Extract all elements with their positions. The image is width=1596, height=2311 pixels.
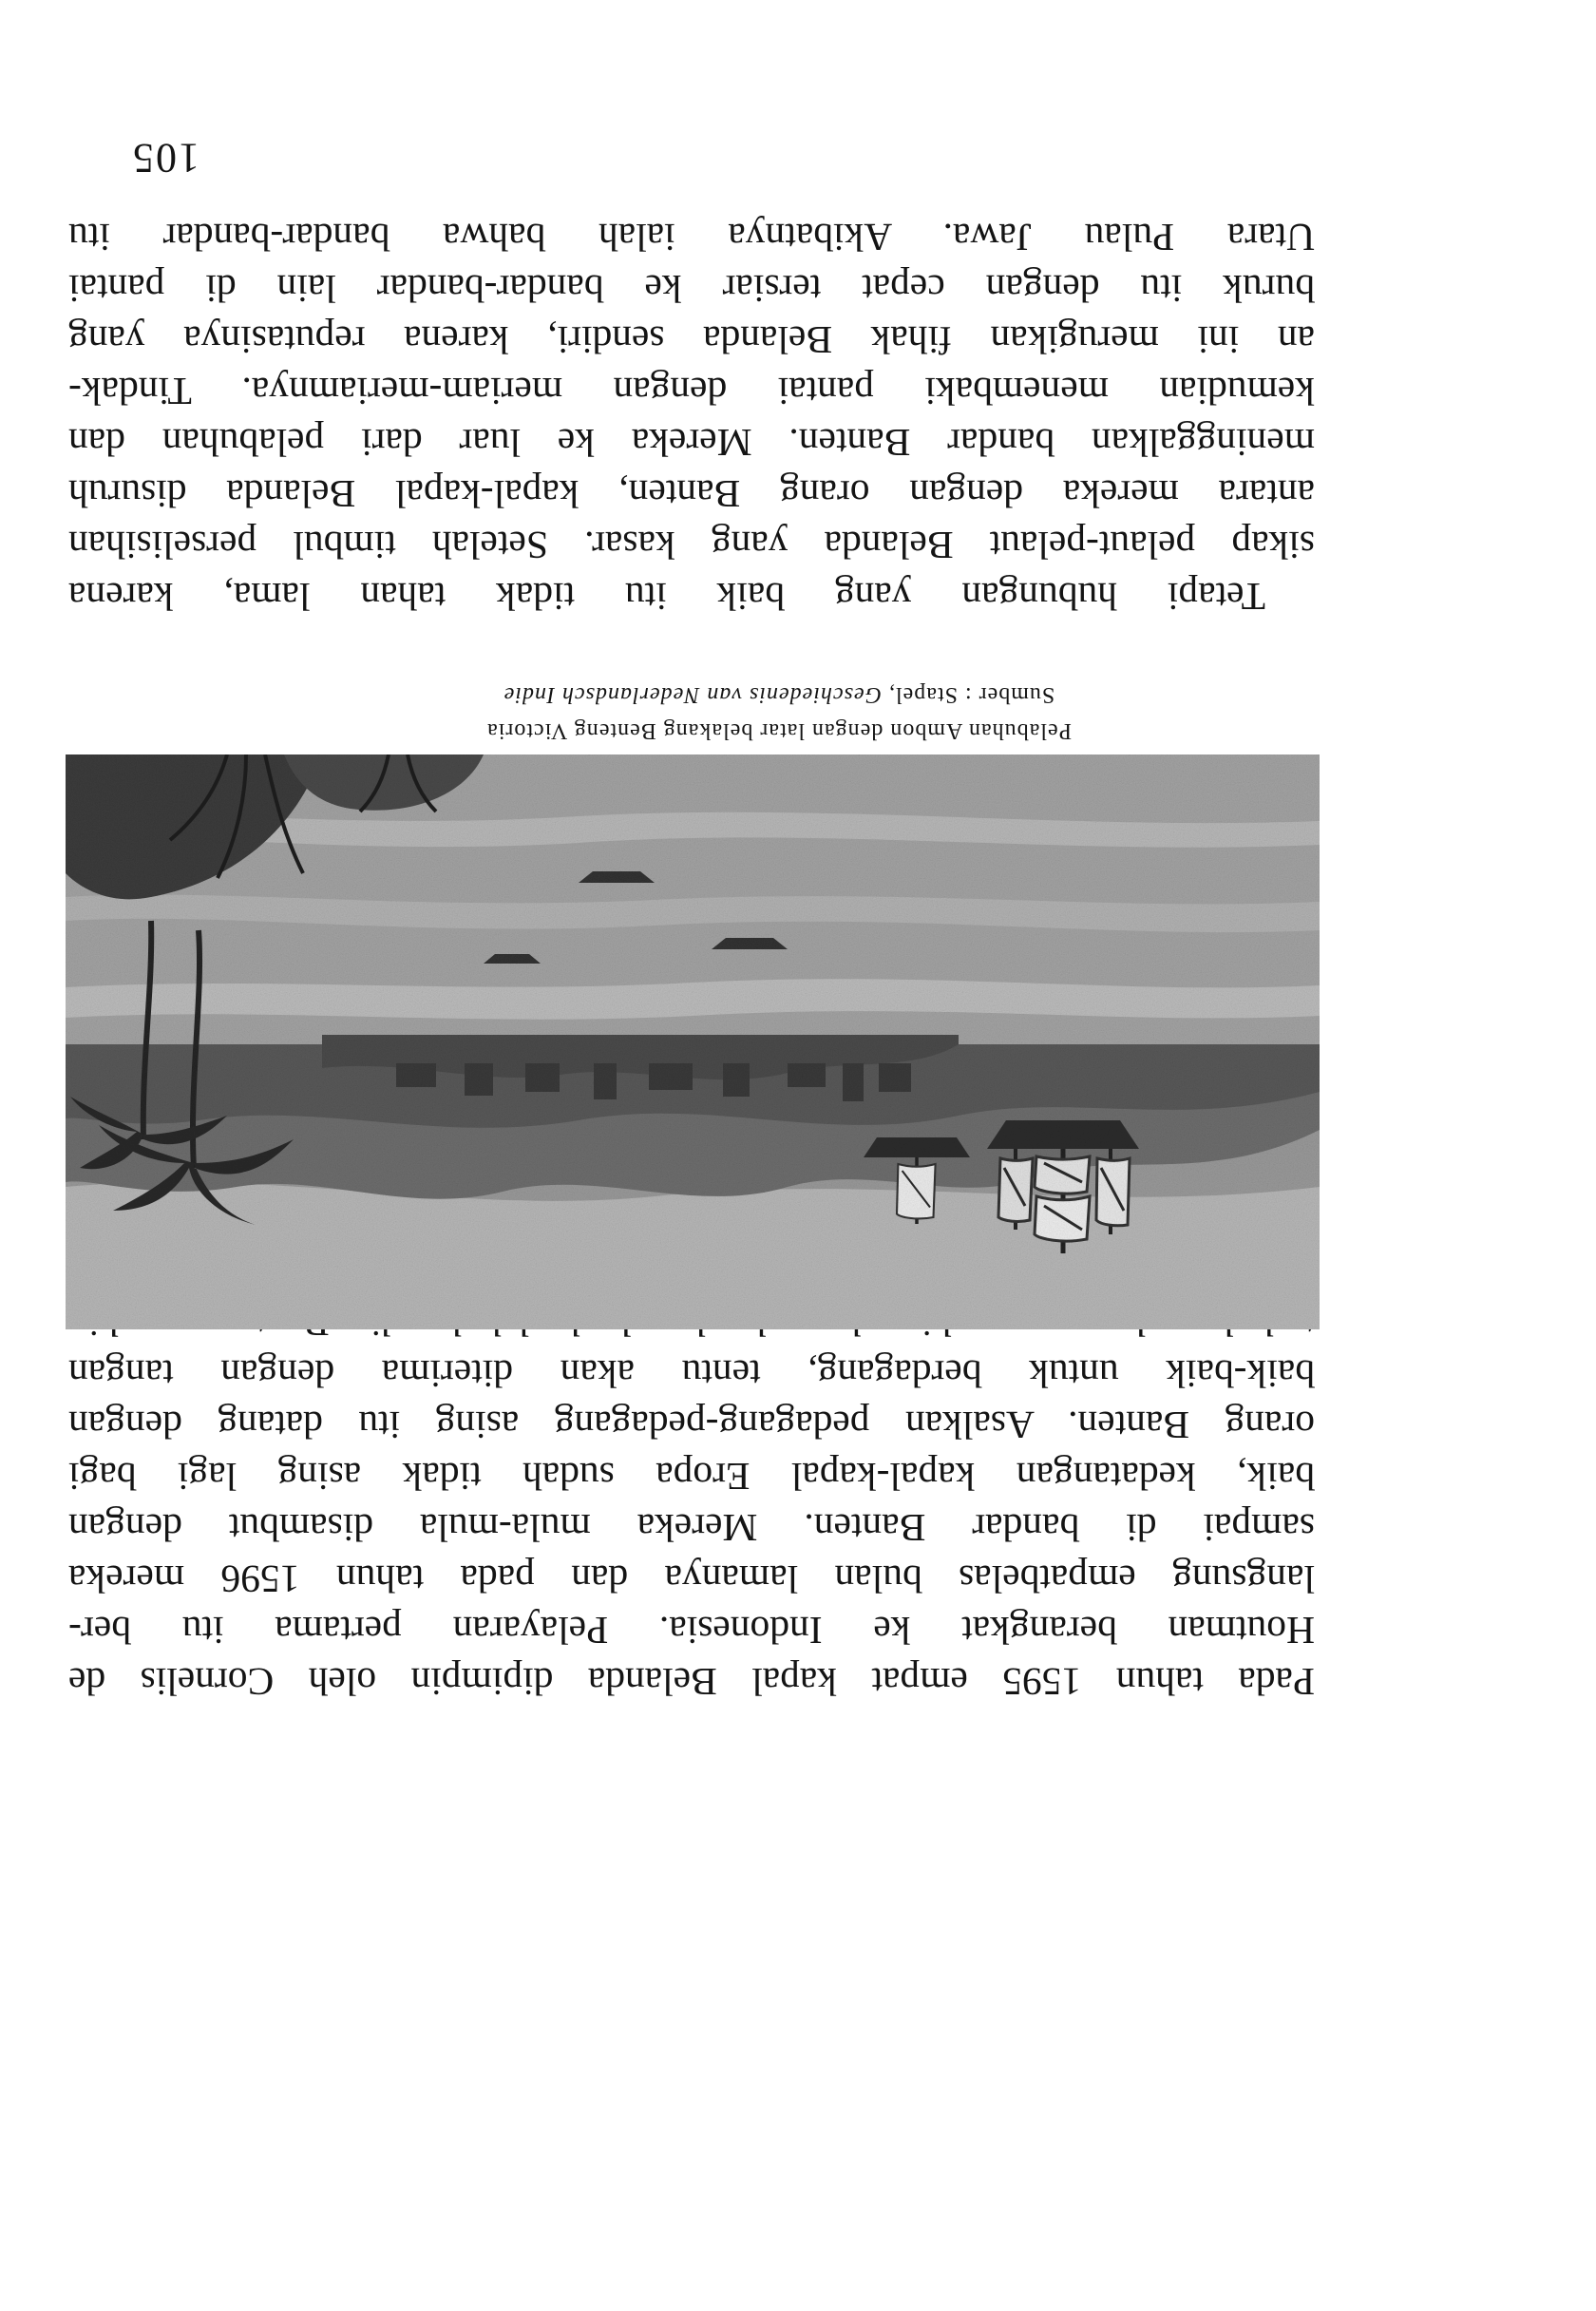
paragraph-line: Pada tahun 1595 empat kapal Belanda dipimpin oleh Cornelis de bbox=[68, 1660, 1315, 1704]
paragraph-line: sampai di bandar Banten. Mereka mula-mula disambut dengan bbox=[68, 1506, 1315, 1550]
harbor-illustration bbox=[66, 754, 1320, 1329]
paragraph-2 bbox=[68, 212, 1315, 622]
paragraph-line: Tetapi hubungan yang baik itu tidak tahan lama, karena bbox=[68, 575, 1265, 619]
paragraph-line: meninggalkan bandar Banten. Mereka ke luar dari pelabuhan dan bbox=[68, 421, 1315, 465]
paragraph-line: baik, kedatangan kapal-kapal Eropa sudah tidak asing lagi bagi bbox=[68, 1455, 1315, 1499]
paragraph-line: orang Banten. Asalkan pedagang-pedagang asing itu datang dengan bbox=[68, 1404, 1315, 1447]
harbor-illustration-drawing bbox=[66, 754, 1320, 1329]
figure-source bbox=[0, 681, 1577, 707]
paragraph-line: sikap pelaut-pelaut Belanda yang kasar. Setelah timbul perselisihan bbox=[68, 524, 1315, 567]
figure-caption: Pelabuhan Ambon dengan latar belakang Benteng Victoria bbox=[486, 718, 1072, 743]
paragraph-line: Utara Pulau Jawa. Akibatnya ialah bahwa bandar-bandar itu bbox=[68, 216, 1315, 259]
paragraph-line: buruk itu dengan cepat tersiar ke bandar-bandar lain di pantai bbox=[68, 267, 1315, 311]
page-number: 105 bbox=[131, 135, 200, 181]
paragraph-line: antara mereka dengan orang Banten, kapal-kapal Belanda disuruh bbox=[68, 472, 1315, 516]
paragraph-line: Houtman berangkat ke Indonesia. Pelayaran pertama itu ber- bbox=[68, 1609, 1315, 1652]
paragraph-line: kemudian menembaki pantai dengan meriam-meriamnya. Tindak- bbox=[68, 370, 1315, 413]
source-label: Sumber : Stapel, bbox=[887, 682, 1055, 707]
source-title: Geschiedenis van Nederlandsch Indie bbox=[503, 682, 882, 707]
paragraph-line: baik-baik untuk berdagang, tentu akan diterima dengan tangan bbox=[68, 1352, 1315, 1396]
paragraph-line: an ini merugikan fihak Belanda sendiri, karena reputasinya yang bbox=[68, 318, 1315, 362]
paragraph-line: langsung empatbelas bulan lamanya dan pada tahun 1596 mereka bbox=[68, 1557, 1315, 1601]
